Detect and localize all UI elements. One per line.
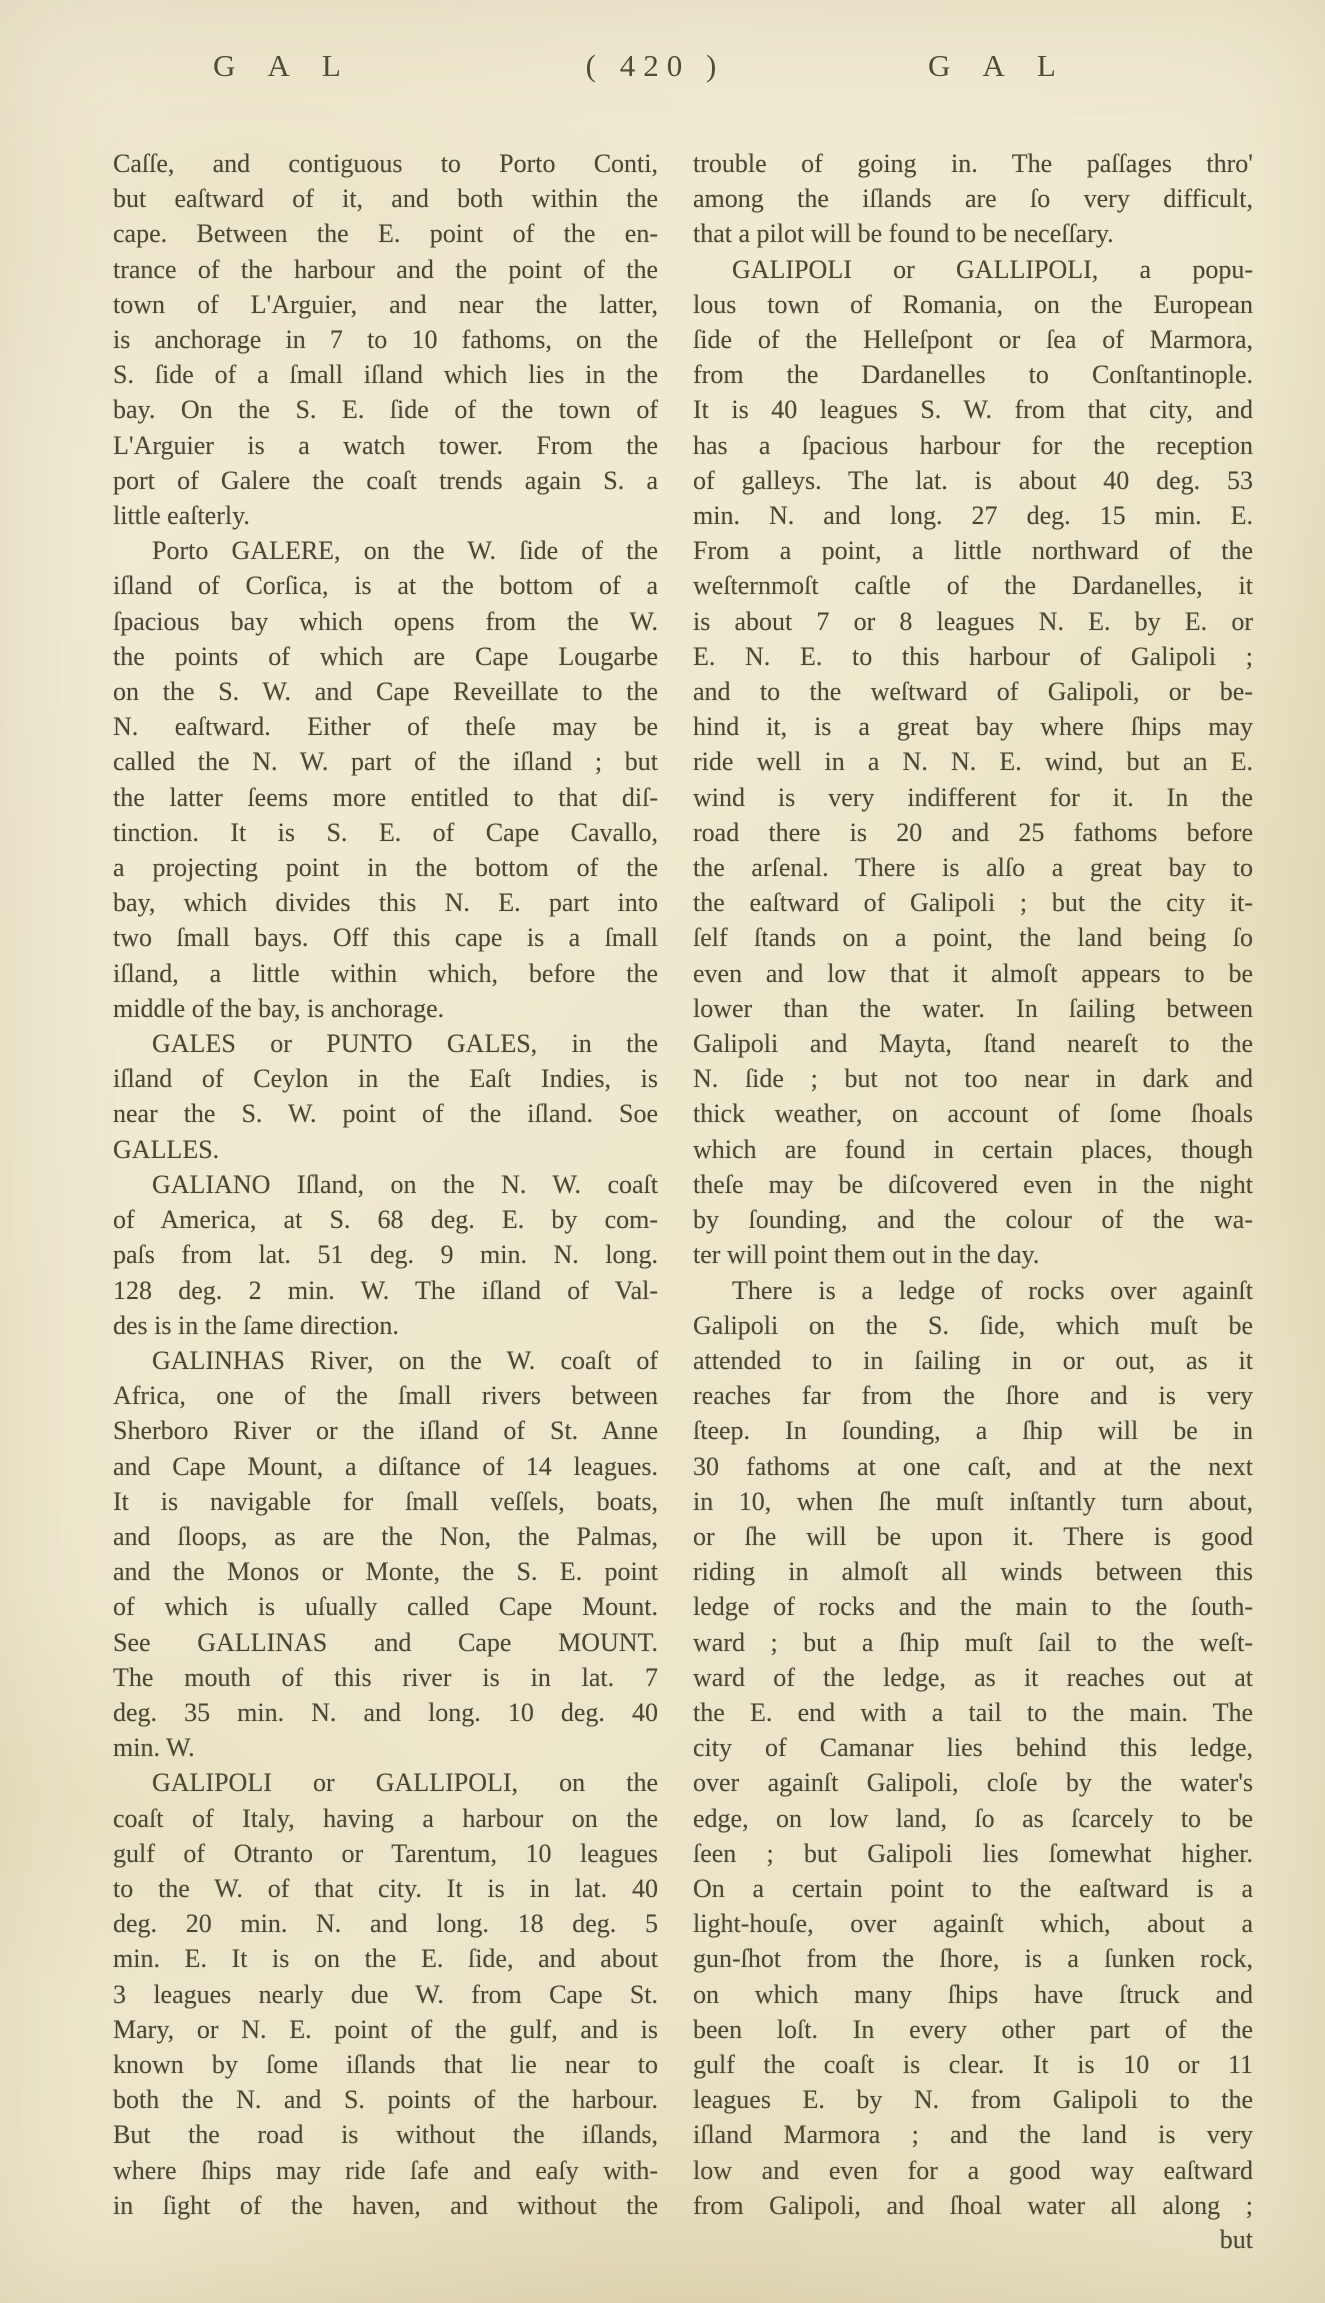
- text-line: cape. Between the E. point of the en-: [113, 219, 658, 249]
- text-line: city of Camanar lies behind this ledge,: [693, 1733, 1253, 1763]
- text-line: lous town of Romania, on the European: [693, 289, 1253, 319]
- text-line: light-houſe, over againſt which, about a: [693, 1909, 1253, 1939]
- text-line: port of Galere the coaſt trends again S. a: [113, 465, 658, 495]
- column-left: [113, 146, 658, 2223]
- text-columns: [113, 146, 1253, 2223]
- text-line: paſs from lat. 51 deg. 9 min. N. long.: [113, 1240, 658, 1270]
- text-line: ſteep. In ſounding, a ſhip will be in: [693, 1416, 1253, 1446]
- text-line: low and even for a good way eaſtward: [693, 2155, 1253, 2185]
- text-line: GALIANO Iſland, on the N. W. coaſt: [152, 1169, 658, 1199]
- text-line: coaſt of Italy, having a harbour on the: [113, 1803, 658, 1833]
- text-line: deg. 35 min. N. and long. 10 deg. 40: [113, 1697, 658, 1727]
- text-line: ſeen ; but Galipoli lies ſomewhat higher.: [693, 1838, 1253, 1868]
- text-line: tinction. It is S. E. of Cape Cavallo,: [113, 817, 658, 847]
- text-line: reaches far from the ſhore and is very: [693, 1381, 1253, 1411]
- text-line: of which is uſually called Cape Mount.: [113, 1592, 658, 1622]
- page-number: ( 420 ): [585, 48, 725, 83]
- text-line: two ſmall bays. Off this cape is a ſmall: [113, 923, 658, 953]
- text-line: leagues E. by N. from Galipoli to the: [693, 2085, 1253, 2115]
- text-line: GALIPOLI or GALLIPOLI, a popu-: [732, 254, 1253, 284]
- text-line: ledge of rocks and the main to the ſouth-: [693, 1592, 1253, 1622]
- text-line: road there is 20 and 25 fathoms before: [693, 817, 1253, 847]
- text-line: both the N. and S. points of the harbour.: [113, 2085, 658, 2115]
- text-line: town of L'Arguier, and near the latter,: [113, 289, 658, 319]
- text-line: ward of the ledge, as it reaches out at: [693, 1662, 1253, 1692]
- text-line: It is navigable for ſmall veſſels, boats,: [113, 1486, 658, 1516]
- text-line: among the iſlands are ſo very difficult,: [693, 184, 1253, 214]
- text-line: gulf of Otranto or Tarentum, 10 leagues: [113, 1838, 658, 1868]
- text-line: which are found in certain places, though: [693, 1134, 1253, 1164]
- text-line: the eaſtward of Galipoli ; but the city it-: [693, 888, 1253, 918]
- text-line: gulf the coaſt is clear. It is 10 or 11: [693, 2049, 1253, 2079]
- text-line: has a ſpacious harbour for the reception: [693, 430, 1253, 460]
- text-line: a projecting point in the bottom of the: [113, 853, 658, 883]
- text-line: On a certain point to the eaſtward is a: [693, 1873, 1253, 1903]
- text-line: in 10, when ſhe muſt inſtantly turn about,: [693, 1486, 1253, 1516]
- text-line: bay, which divides this N. E. part into: [113, 888, 658, 918]
- running-title-left: G A L: [213, 48, 354, 83]
- text-line: GALINHAS River, on the W. coaſt of: [152, 1345, 658, 1375]
- text-line: riding in almoſt all winds between this: [693, 1557, 1253, 1587]
- text-line: ward ; but a ſhip muſt ſail to the weſt-: [693, 1627, 1253, 1657]
- text-line: thick weather, on account of ſome ſhoals: [693, 1099, 1253, 1129]
- text-line: that a pilot will be found to be neceſſary.: [693, 219, 1114, 249]
- text-line: gun-ſhot from the ſhore, is a ſunken rock,: [693, 1944, 1253, 1974]
- catchword: but: [1219, 2225, 1253, 2254]
- text-line: attended to in ſailing in or out, as it: [693, 1345, 1253, 1375]
- text-line: ride well in a N. N. E. wind, but an E.: [693, 747, 1253, 777]
- text-line: hind it, is a great bay where ſhips may: [693, 712, 1253, 742]
- text-line: deg. 20 min. N. and long. 18 deg. 5: [113, 1909, 658, 1939]
- text-line: Sherboro River or the iſland of St. Anne: [113, 1416, 658, 1446]
- text-line: the E. end with a tail to the main. The: [693, 1697, 1253, 1727]
- column-right: [693, 146, 1253, 2223]
- text-line: on the S. W. and Cape Reveillate to the: [113, 677, 658, 707]
- text-line: min. W.: [113, 1733, 195, 1763]
- text-line: the arſenal. There is alſo a great bay to: [693, 853, 1253, 883]
- text-line: trance of the harbour and the point of the: [113, 254, 658, 284]
- text-line: L'Arguier is a watch tower. From the: [113, 430, 658, 460]
- text-line: GALIPOLI or GALLIPOLI, on the: [152, 1768, 658, 1798]
- text-line: called the N. W. part of the iſland ; but: [113, 747, 658, 777]
- text-line: trouble of going in. The paſſages thro': [693, 149, 1253, 178]
- text-line: ſelf ſtands on a point, the land being ſo: [693, 923, 1253, 953]
- text-line: and to the weſtward of Galipoli, or be-: [693, 677, 1253, 707]
- text-line: GALLES.: [113, 1134, 220, 1164]
- text-line: GALES or PUNTO GALES, in the: [152, 1029, 658, 1059]
- text-line: wind is very indifferent for it. In the: [693, 782, 1253, 812]
- text-line: des is in the ſame direction.: [113, 1310, 399, 1340]
- text-line: min. N. and long. 27 deg. 15 min. E.: [693, 501, 1253, 531]
- text-line: iſland of Corſica, is at the bottom of a: [113, 571, 658, 601]
- text-line: iſland of Ceylon in the Eaſt Indies, is: [113, 1064, 658, 1094]
- text-line: been loſt. In every other part of the: [693, 2014, 1253, 2044]
- text-line: but eaſtward of it, and both within the: [113, 184, 658, 214]
- text-line: over againſt Galipoli, cloſe by the water's: [693, 1768, 1253, 1798]
- text-line: ter will point them out in the day.: [693, 1240, 1040, 1270]
- text-line: from Galipoli, and ſhoal water all along ;: [693, 2190, 1253, 2220]
- text-line: iſland, a little within which, before the: [113, 958, 658, 988]
- text-line: N. eaſtward. Either of theſe may be: [113, 712, 658, 742]
- text-line: Galipoli on the S. ſide, which muſt be: [693, 1310, 1253, 1340]
- text-line: Caſſe, and contiguous to Porto Conti,: [113, 149, 658, 178]
- text-line: or ſhe will be upon it. There is good: [693, 1521, 1253, 1551]
- text-line: and ſloops, as are the Non, the Palmas,: [113, 1521, 658, 1551]
- text-line: little eaſterly.: [113, 501, 250, 531]
- text-line: edge, on low land, ſo as ſcarcely to be: [693, 1803, 1253, 1833]
- text-line: known by ſome iſlands that lie near to: [113, 2049, 658, 2079]
- text-line: in ſight of the haven, and without the: [113, 2190, 658, 2220]
- text-line: is anchorage in 7 to 10 fathoms, on the: [113, 325, 658, 355]
- text-line: S. ſide of a ſmall iſland which lies in the: [113, 360, 658, 390]
- text-line: and the Monos or Monte, the S. E. point: [113, 1557, 658, 1587]
- text-line: 3 leagues nearly due W. from Cape St.: [113, 1979, 658, 2009]
- text-line: But the road is without the iſlands,: [113, 2120, 658, 2150]
- text-line: on which many ſhips have ſtruck and: [693, 1979, 1253, 2009]
- text-line: where ſhips may ride ſafe and eaſy with-: [113, 2155, 658, 2185]
- text-line: Galipoli and Mayta, ſtand neareſt to the: [693, 1029, 1253, 1059]
- text-line: weſternmoſt caſtle of the Dardanelles, it: [693, 571, 1253, 601]
- text-line: to the W. of that city. It is in lat. 40: [113, 1873, 658, 1903]
- running-head: [0, 48, 1325, 92]
- text-line: See GALLINAS and Cape MOUNT.: [113, 1627, 658, 1657]
- text-line: It is 40 leagues S. W. from that city, and: [693, 395, 1253, 425]
- text-line: Porto GALERE, on the W. ſide of the: [152, 536, 658, 566]
- text-line: E. N. E. to this harbour of Galipoli ;: [693, 641, 1253, 671]
- text-line: 30 fathoms at one caſt, and at the next: [693, 1451, 1253, 1481]
- text-line: From a point, a little northward of the: [693, 536, 1253, 566]
- text-line: iſland Marmora ; and the land is very: [693, 2120, 1253, 2150]
- text-line: min. E. It is on the E. ſide, and about: [113, 1944, 658, 1974]
- text-line: by ſounding, and the colour of the wa-: [693, 1205, 1253, 1235]
- text-line: of America, at S. 68 deg. E. by com-: [113, 1205, 658, 1235]
- text-line: theſe may be diſcovered even in the night: [693, 1169, 1253, 1199]
- text-line: from the Dardanelles to Conſtantinople.: [693, 360, 1253, 390]
- text-line: is about 7 or 8 leagues N. E. by E. or: [693, 606, 1253, 636]
- text-line: Mary, or N. E. point of the gulf, and is: [113, 2014, 658, 2044]
- text-line: near the S. W. point of the iſland. Soe: [113, 1099, 658, 1129]
- text-line: N. ſide ; but not too near in dark and: [693, 1064, 1253, 1094]
- text-line: the points of which are Cape Lougarbe: [113, 641, 658, 671]
- text-line: bay. On the S. E. ſide of the town of: [113, 395, 658, 425]
- running-title-right: G A L: [928, 48, 1069, 83]
- text-line: middle of the bay, is anchorage.: [113, 993, 445, 1023]
- text-line: of galleys. The lat. is about 40 deg. 53: [693, 465, 1253, 495]
- text-line: Africa, one of the ſmall rivers between: [113, 1381, 658, 1411]
- text-line: 128 deg. 2 min. W. The iſland of Val-: [113, 1275, 658, 1305]
- text-line: the latter ſeems more entitled to that diſ-: [113, 782, 658, 812]
- text-line: The mouth of this river is in lat. 7: [113, 1662, 658, 1692]
- text-line: ſpacious bay which opens from the W.: [113, 606, 658, 636]
- text-line: lower than the water. In ſailing between: [693, 993, 1253, 1023]
- text-line: There is a ledge of rocks over againſt: [732, 1275, 1253, 1305]
- text-line: even and low that it almoſt appears to be: [693, 958, 1253, 988]
- text-line: ſide of the Helleſpont or ſea of Marmora,: [693, 325, 1253, 355]
- text-line: and Cape Mount, a diſtance of 14 leagues.: [113, 1451, 658, 1481]
